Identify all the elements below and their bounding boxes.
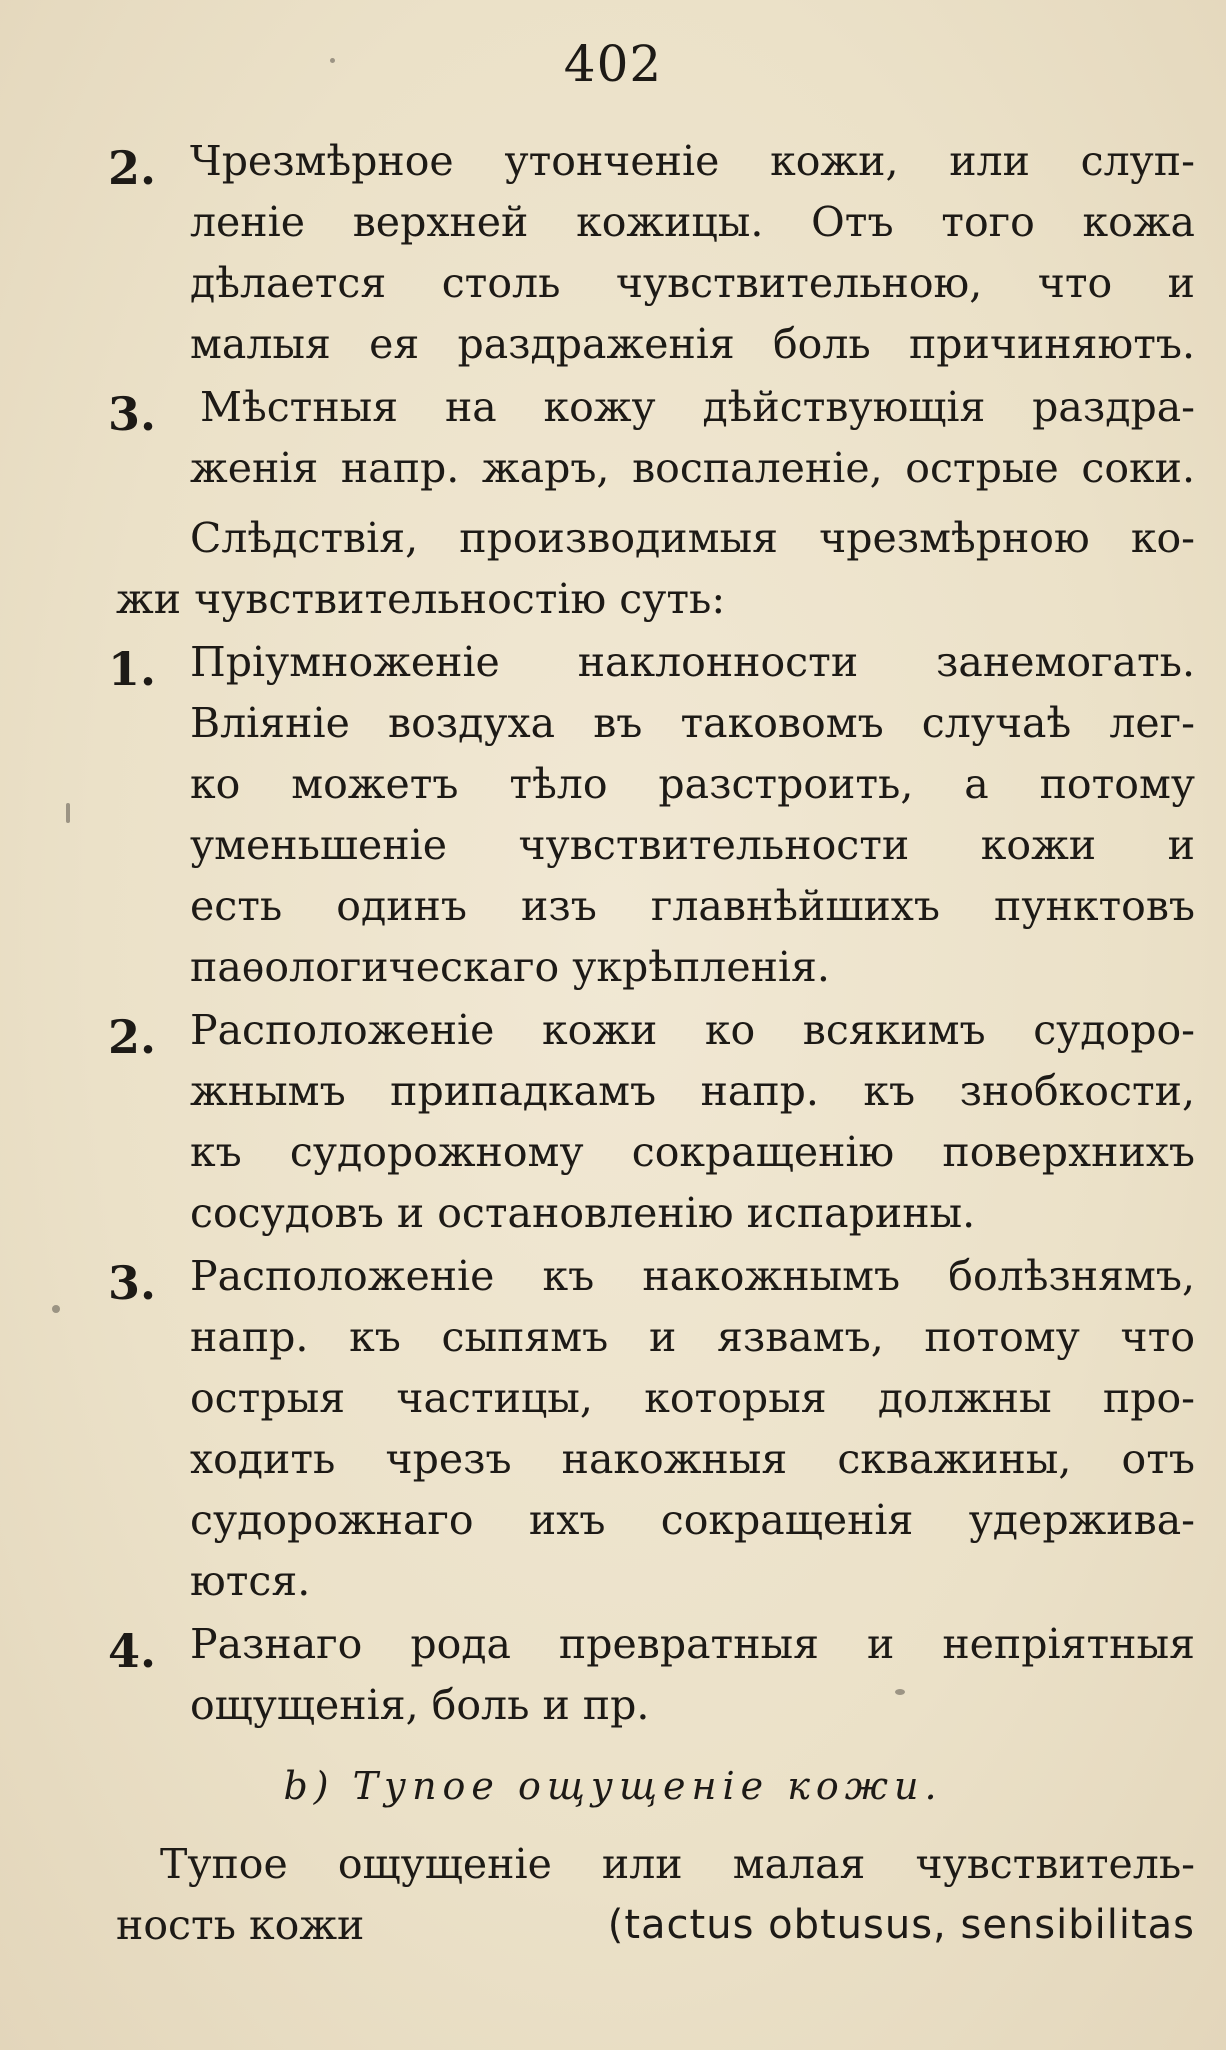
text-line: дѣлается столь чувствительною, что и (190, 259, 1195, 307)
list-number: 4. (108, 1624, 157, 1678)
paper-speck (895, 1689, 905, 1695)
latin-term: (tactus obtusus, sensibilitas (607, 1902, 1195, 1948)
text-line: Вліяніе воздуха въ таковомъ случаѣ лег- (190, 699, 1195, 747)
text-line: судорожнаго ихъ сокращенія удержива- (190, 1496, 1195, 1544)
list-number: 2. (108, 141, 157, 195)
text-line: уменьшеніе чувствительности кожи и (190, 821, 1195, 869)
paper-speck (330, 58, 335, 63)
paper-speck (66, 803, 70, 823)
list-number: 3. (108, 1256, 157, 1310)
text-line: леніе верхней кожицы. Отъ того кожа (190, 198, 1195, 246)
paragraph-line: Слѣдствія, производимыя чрезмѣрною ко- (190, 514, 1195, 562)
list-number: 1. (108, 642, 157, 696)
text-line: Расположеніе къ накожнымъ болѣзнямъ, (190, 1252, 1195, 1300)
text-line: ко можетъ тѣло разстроить, а потому (190, 760, 1195, 808)
text-line: жнымъ припадкамъ напр. къ знобкости, (190, 1067, 1195, 1115)
list-number: 2. (108, 1010, 157, 1064)
text-line: есть одинъ изъ главнѣйшихъ пунктовъ (190, 882, 1195, 930)
text-line: Чрезмѣрное утонченіе кожи, или слуп- (190, 137, 1195, 185)
text-line: ются. (190, 1557, 311, 1605)
section-heading: b) Тупое ощущеніе кожи. (283, 1764, 943, 1808)
paragraph-line (116, 1893, 1195, 1957)
page-number: 402 (563, 35, 663, 93)
paragraph-text: ность кожи (116, 1901, 365, 1949)
text-line: паѳологическаго укрѣпленія. (190, 943, 830, 991)
text-line: Расположеніе кожи ко всякимъ судоро- (190, 1006, 1195, 1054)
text-line: напр. къ сыпямъ и язвамъ, потому что (190, 1313, 1195, 1361)
text-line: ходить чрезъ накожныя скважины, отъ (190, 1435, 1195, 1483)
list-number: 3. (108, 387, 157, 441)
text-line: Пріумноженіе наклонности занемогать. (190, 638, 1195, 686)
text-line: къ судорожному сокращенію поверхнихъ (190, 1128, 1195, 1176)
text-line: сосудовъ и остановленію испарины. (190, 1189, 976, 1237)
text-line: Мѣстныя на кожу дѣйствующія раздра- (200, 383, 1195, 431)
paragraph-line: Тупое ощущеніе или малая чувствитель- (160, 1840, 1195, 1888)
paper-speck (52, 1305, 60, 1313)
text-line: женія напр. жаръ, воспаленіе, острые соки. (190, 444, 1195, 492)
text-line: ощущенія, боль и пр. (190, 1681, 650, 1729)
text-line: Разнаго рода превратныя и непріятныя (190, 1620, 1195, 1668)
paragraph-line: жи чувствительностію суть: (116, 575, 726, 623)
text-line: острыя частицы, которыя должны про- (190, 1374, 1195, 1422)
text-line: малыя ея раздраженія боль причиняютъ. (190, 320, 1195, 368)
